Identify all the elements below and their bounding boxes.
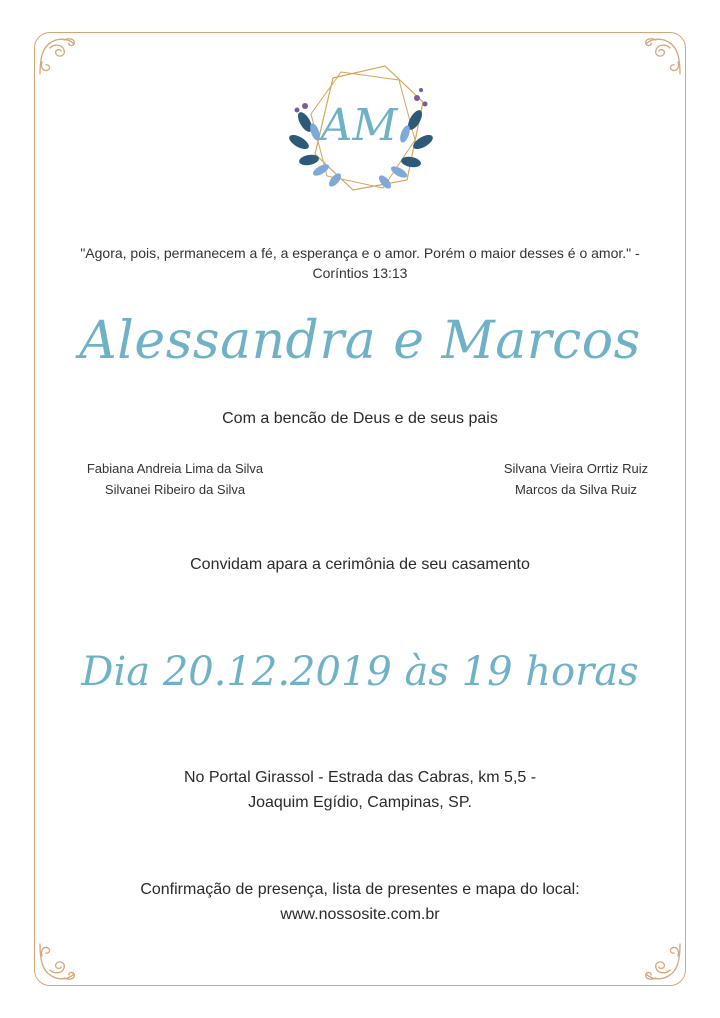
rsvp-text: Confirmação de presença, lista de presentes e mapa do local: xyxy=(140,881,580,898)
address-line: No Portal Girassol - Estrada das Cabras, km 5,5 - xyxy=(183,769,537,786)
parent-name: Fabiana Andreia Lima da Silva xyxy=(86,461,264,476)
couple-names: Alessandra e Marcos xyxy=(79,311,641,371)
verse-reference: Coríntios 13:13 xyxy=(312,265,408,281)
address-line: Joaquim Egídio, Campinas, SP. xyxy=(248,794,472,811)
corner-flourish-icon xyxy=(36,34,80,78)
groom-parents xyxy=(476,458,676,500)
invitation-text: Convidam apara a cerimônia de seu casamento xyxy=(190,556,530,573)
monogram-text: AM xyxy=(320,100,398,151)
website-link[interactable]: www.nossosite.com.br xyxy=(280,906,440,923)
parent-name: Silvanei Ribeiro da Silva xyxy=(104,482,246,497)
corner-flourish-icon xyxy=(640,34,684,78)
event-address xyxy=(40,765,680,815)
corner-flourish-icon xyxy=(640,940,684,984)
corner-flourish-icon xyxy=(36,940,80,984)
verse-line: "Agora, pois, permanecem a fé, a esperança e o amor. Porém o maior desses é o amor." - xyxy=(80,245,640,261)
parent-name: Silvana Vieira Orrtiz Ruiz xyxy=(503,461,649,476)
rsvp-info xyxy=(40,877,680,927)
blessing-text: Com a bencão de Deus e de seus pais xyxy=(222,410,498,427)
bride-parents xyxy=(60,458,290,500)
parent-name: Marcos da Silva Ruiz xyxy=(514,482,638,497)
monogram-wreath-logo xyxy=(275,62,445,198)
event-date: Dia 20.12.2019 às 19 horas xyxy=(81,649,639,695)
bible-verse xyxy=(40,243,680,283)
